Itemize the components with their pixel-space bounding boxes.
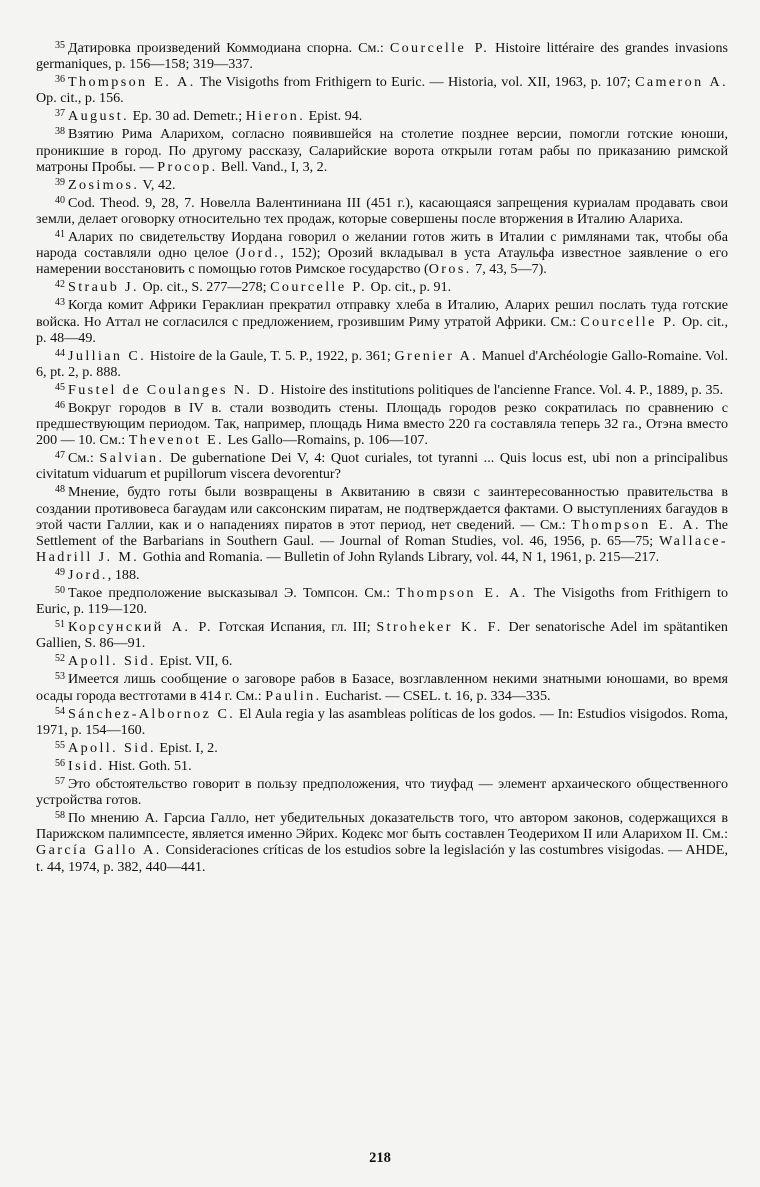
footnote-number: 47 xyxy=(55,450,65,462)
footnote xyxy=(36,738,728,756)
footnote-text: Такое предположение высказывал Э. Томпсон. См.: xyxy=(68,585,397,601)
cited-author: Thevenot E. xyxy=(128,432,224,449)
footnote-number: 39 xyxy=(55,176,65,188)
footnote-number: 49 xyxy=(55,566,65,578)
footnote-text: Histoire des institutions politiques de l'ancienne France. Vol. 4. P., 1889, p. 35. xyxy=(276,381,724,398)
footnote-text: , 188. xyxy=(107,566,140,583)
footnote-text: Ep. 30 ad. Demetr.; xyxy=(129,108,246,125)
footnote-text: Имеется лишь сообщение о заговоре рабов в Базасе, возглавленном некими знатными юношами, во время осады города вестготами в 414 г. См.: xyxy=(36,671,728,704)
footnote-text: Bell. Vand., I, 3, 2. xyxy=(217,158,328,175)
footnote xyxy=(36,808,728,874)
footnote-number: 38 xyxy=(55,126,65,138)
cited-author: Wallace-Hadrill J. M. xyxy=(36,532,728,565)
footnote-text: Op. cit., p. 91. xyxy=(367,279,452,296)
cited-author: Thompson E. A. xyxy=(396,585,528,601)
footnote xyxy=(36,704,728,738)
footnote-number: 56 xyxy=(55,757,65,769)
footnote-number: 36 xyxy=(55,74,65,86)
footnote xyxy=(36,448,728,482)
footnote-text: Hist. Goth. 51. xyxy=(104,757,192,774)
footnote-number: 41 xyxy=(55,229,65,241)
footnote-number: 45 xyxy=(55,381,65,393)
cited-author: Isid. xyxy=(68,757,105,774)
footnote-text: Cod. Theod. 9, 28, 7. Новелла Валентиниана III (451 г.), касающаяся запрещения куриалам продавать свои земли, делает оговорку относительно тех продаж, которые совершены после вторжения в Италию Алариха. xyxy=(36,194,728,227)
cited-author: Salvian. xyxy=(99,450,165,467)
footnote xyxy=(36,38,728,72)
footnote-text: Eucharist. — CSEL. t. 16, p. 334—335. xyxy=(321,687,551,704)
footnote-text: The Settlement of the Barbarians in Southern Gaul. — Journal of Roman Studies, vol. 46, 1956, p. 65—75; xyxy=(36,516,728,549)
cited-author: Grenier A. xyxy=(394,347,479,364)
footnote-number: 55 xyxy=(55,739,65,751)
cited-author: August. xyxy=(68,108,130,125)
footnote-text: Histoire de la Gaule, T. 5. P., 1922, p. 361; xyxy=(146,347,395,364)
page-number: 218 xyxy=(369,1150,391,1166)
footnote-text: Op. cit., p. 48—49. xyxy=(36,313,728,346)
footnote-text: , 152); Орозий вкладывал в уста Атаульфа известное заявление о его намерении восстановить с помощью готов Римское государство ( xyxy=(36,245,728,278)
cited-author: Courcelle P. xyxy=(580,313,678,330)
footnote-text: De gubernatione Dei V, 4: Quot curiales, tot tyranni ... Quis locus est, ubi non a principalibus civitatum viduarum et pupillorum viscera devorentur? xyxy=(36,450,728,483)
footnote-text: V, 42. xyxy=(139,176,176,193)
cited-author: Courcelle P. xyxy=(270,279,368,296)
footnote-number: 35 xyxy=(55,40,65,51)
cited-author: García Gallo A. xyxy=(36,842,162,859)
footnotes-list xyxy=(36,38,728,875)
footnote-text: Epist. I, 2. xyxy=(155,739,218,756)
footnote-number: 51 xyxy=(55,619,65,631)
footnote-text: См.: xyxy=(68,450,100,467)
cited-author: Корсунский А. Р. xyxy=(68,619,213,636)
cited-author: Zosimos. xyxy=(68,176,140,193)
footnote xyxy=(36,669,728,703)
footnote-text: Датировка произведений Коммодиана спорна. См.: xyxy=(68,40,390,56)
footnote-text: Вокруг городов в IV в. стали возводить стены. Площадь городов резко сократилась по сравнению с предшествующим периодом. Так, например, площадь Нима вместо 220 га составляла теперь 32 га., Отэна вместо 200 — 10. См.: xyxy=(36,399,728,449)
footnote xyxy=(36,398,728,448)
footnote xyxy=(36,583,728,617)
cited-author: Procop. xyxy=(157,158,218,175)
footnote-text: Это обстоятельство говорит в пользу предположения, что тиуфад — элемент архаического общественного устройства готов. xyxy=(36,776,728,809)
footnote-text: Epist. 94. xyxy=(305,108,363,125)
footnote-text: The Visigoths from Frithigern to Euric, p. 119—120. xyxy=(36,585,728,618)
footnote-number: 57 xyxy=(55,776,65,788)
footnote-number: 37 xyxy=(55,108,65,120)
footnote-text: Les Gallo—Romains, p. 106—107. xyxy=(224,432,428,449)
cited-author: Cameron A. xyxy=(635,74,729,91)
footnote xyxy=(36,295,728,345)
footnote-number: 44 xyxy=(55,347,65,359)
footnote xyxy=(36,565,728,583)
footnote-text: Мнение, будто готы были возвращены в Аквитанию в связи с заинтересованностью правительства в создании противовеса багаудам или саксонским пиратам, не подтверждается фактами. О выступлениях багаудов в этой части Галлии, как и о нападениях пиратов в этот период, нет сведений. — См.: xyxy=(36,484,728,533)
footnote-number: 40 xyxy=(55,194,65,206)
cited-author: Thompson E. A. xyxy=(571,516,701,533)
cited-author: Apoll. Sid. xyxy=(68,739,156,756)
footnote-text: The Visigoths from Frithigern to Euric. — Historia, vol. XII, 1963, p. 107; xyxy=(195,74,636,91)
cited-author: Paulin. xyxy=(265,687,322,704)
footnote xyxy=(36,346,728,380)
footnote-text: Consideraciones críticas de los estudios sobre la legislación y las costumbres visigodas. — AHDE, t. 44, 1974, p. 382, 440—441. xyxy=(36,842,728,875)
footnote xyxy=(36,193,728,227)
footnote xyxy=(36,227,728,277)
footnote-number: 50 xyxy=(55,585,65,596)
footnote-number: 48 xyxy=(55,484,65,496)
cited-author: Thompson E. A. xyxy=(68,74,196,91)
footnote xyxy=(36,72,728,106)
footnote-number: 53 xyxy=(55,671,65,683)
footnote xyxy=(36,756,728,774)
footnote-number: 43 xyxy=(55,297,65,309)
footnote-text: Когда комит Африки Гераклиан прекратил отправку хлеба в Италию, Аларих решил послать туда готские войска. Но Аттал не согласился с предложением, грозившим Риму утратой Африки. См.: xyxy=(36,297,728,330)
cited-author: Courcelle P. xyxy=(389,40,490,56)
footnote-number: 54 xyxy=(55,705,65,717)
cited-author: Jord. xyxy=(68,566,108,583)
footnote-text: Histoire littéraire des grandes invasions germaniques, p. 156—158; 319—337. xyxy=(36,40,728,73)
footnote xyxy=(36,175,728,193)
footnote-number: 52 xyxy=(55,653,65,665)
footnote xyxy=(36,124,728,174)
footnote xyxy=(36,774,728,808)
footnote-number: 46 xyxy=(55,399,65,411)
footnote-text: 7, 43, 5—7). xyxy=(471,261,547,278)
footnote xyxy=(36,482,728,564)
cited-author: Straub J. xyxy=(68,279,139,296)
footnote-text: Op. cit., S. 277—278; xyxy=(138,279,271,296)
cited-author: Jord. xyxy=(240,245,281,262)
footnote-text: El Aula regia y las asambleas políticas de los godos. — In: Estudios visigodos. Roma, 1971, p. 154—160. xyxy=(36,705,728,738)
footnote-text: Der senatorische Adel im spätantiken Gallien, S. 86—91. xyxy=(36,619,728,652)
footnote-number: 58 xyxy=(55,810,65,822)
footnote xyxy=(36,106,728,124)
footnote-text: Epist. VII, 6. xyxy=(155,653,233,670)
footnote-text: Взятию Рима Аларихом, согласно появившейся на столетие позднее версии, помогли готские юноши, проникшие в город. По другому рассказу, Саларийские ворота открыли готам рабы по приказанию римской матроны Пробы. — xyxy=(36,126,728,175)
footnote-text: Gothia and Romania. — Bulletin of John Rylands Library, vol. 44, N 1, 1961, p. 215—217. xyxy=(139,548,660,565)
footnote xyxy=(36,651,728,669)
footnote xyxy=(36,617,728,651)
footnote-text: Готская Испания, гл. III; xyxy=(212,619,377,636)
cited-author: Jullian C. xyxy=(68,347,147,364)
cited-author: Oros. xyxy=(428,261,472,278)
footnote-text: По мнению А. Гарсиа Галло, нет убедительных доказательств того, что автором законов, содержащихся в Парижском палимпсесте, является именно Эйрих. Кодекс мог быть составлен Теодерихом II или Аларихом II. См.: xyxy=(36,810,728,843)
footnote-text: Op. cit., p. 156. xyxy=(36,90,124,107)
cited-author: Sánchez-Albornoz C. xyxy=(68,705,236,722)
cited-author: Hieron. xyxy=(245,108,306,125)
footnote xyxy=(36,277,728,295)
footnote-text: Аларих по свидетельству Иордана говорил о желании готов жить в Италии с римлянами так, чтобы оба народа составляли одно целое ( xyxy=(36,229,728,262)
cited-author: Apoll. Sid. xyxy=(68,653,156,670)
footnote-text: Manuel d'Archéologie Gallo-Romaine. Vol. 6, pt. 2, p. 888. xyxy=(36,347,729,380)
cited-author: Stroheker K. F. xyxy=(376,619,503,636)
footnote xyxy=(36,380,728,398)
footnote-number: 42 xyxy=(55,279,65,291)
cited-author: Fustel de Coulanges N. D. xyxy=(68,381,277,398)
